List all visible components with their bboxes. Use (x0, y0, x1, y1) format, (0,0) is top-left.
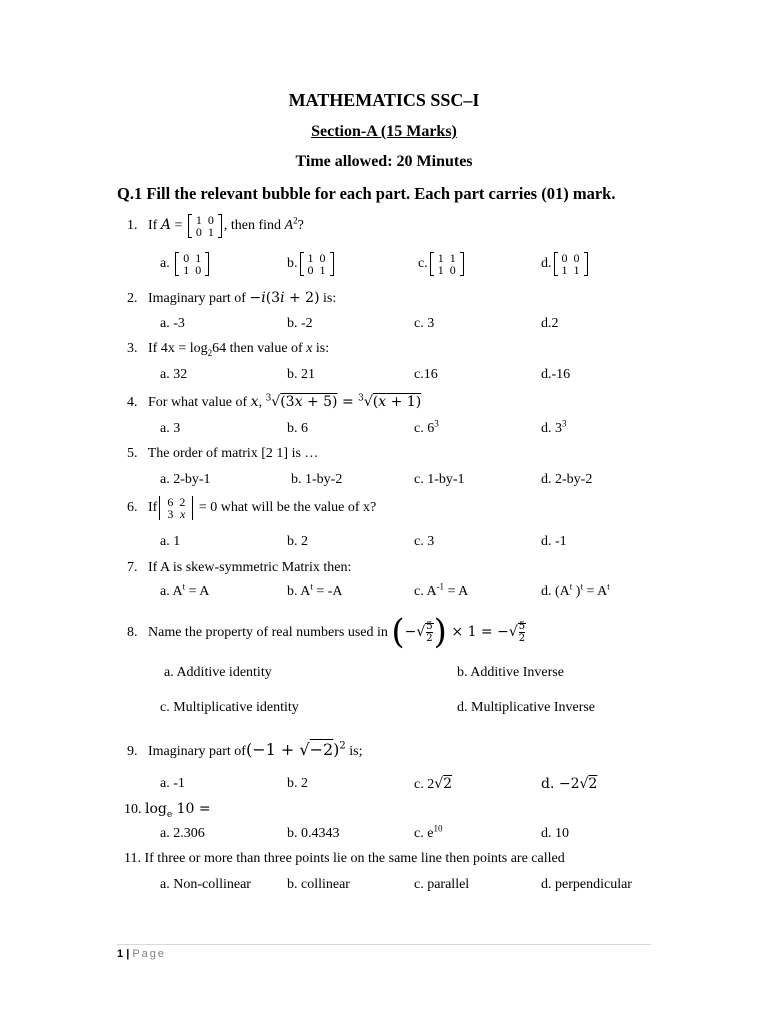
question-5: 5. The order of matrix [2 1] is … (127, 446, 319, 461)
option-d[interactable]: d.-16 (541, 367, 571, 382)
option-a[interactable]: a. 2.306 (160, 826, 205, 841)
option-c[interactable]: c. 2√2 (414, 776, 453, 792)
question-11: 11. If three or more than three points lie on the same line then points are called (124, 851, 565, 866)
option-b[interactable]: b. 2 (287, 776, 308, 791)
option-d[interactable]: d. ($A^t$ )$^t = A^t$ (541, 581, 610, 599)
question-2: 2. Imaginary part of −i(3i + 2) is: (127, 290, 337, 306)
question-8: 8. Name the property of real numbers used in (−√ $\frac{5}{2}$ ) × 1 = −√ $\frac{5}{2}$ (127, 612, 526, 652)
option-a[interactable]: a. 3 (160, 421, 181, 436)
option-d[interactable]: d. $3^3$ (541, 418, 567, 436)
option-c[interactable]: c. 3 (414, 534, 435, 549)
option-d[interactable]: d. −2√2 (541, 776, 598, 792)
option-d[interactable]: d. -1 (541, 534, 567, 549)
option-d[interactable]: d. Multiplicative Inverse (457, 700, 596, 715)
option-a[interactable]: a. $A^t = A$ (160, 581, 210, 599)
option-a[interactable]: a. -1 (160, 776, 185, 791)
option-b[interactable]: b. Additive Inverse (457, 665, 564, 680)
matrix-a: 1 0 0 1 (188, 214, 222, 238)
option-c[interactable]: c. parallel (414, 877, 470, 892)
option-a[interactable]: a. 32 (160, 367, 188, 382)
option-b[interactable]: b. $A^t = -A$ (287, 581, 343, 599)
option-c[interactable]: c. $A^{-1} = A$ (414, 581, 469, 599)
question-text: , then find (223, 218, 282, 234)
option-d[interactable]: d. 10 (541, 826, 569, 841)
option-a[interactable]: a. -3 (160, 316, 185, 331)
option-a[interactable]: a. 1 (160, 534, 181, 549)
option-b[interactable]: b. 6 (287, 421, 308, 436)
page-title: MATHEMATICS SSC–I (288, 90, 480, 110)
option-c[interactable]: c.16 (414, 367, 438, 382)
option-c[interactable]: c. 1 1 1 0 (418, 252, 466, 276)
question-4: 4. For what value of x, $^3$√(3x + 5) = $^3$√(x + 1) (127, 393, 422, 410)
question-number: 1. (127, 218, 138, 234)
option-b[interactable]: b. 0.4343 (287, 826, 340, 841)
page-label: Page (132, 948, 167, 960)
option-b[interactable]: b. 1-by-2 (291, 472, 343, 487)
option-d[interactable]: d. perpendicular (541, 877, 632, 892)
option-d[interactable]: d.2 (541, 316, 559, 331)
option-c[interactable]: c. $6^3$ (414, 418, 439, 436)
page-number: 1 (117, 948, 124, 960)
option-b[interactable]: b. 2 (287, 534, 308, 549)
question-3: 3. If $4x = \log_264$ then value of x is: (127, 341, 330, 358)
option-b[interactable]: b. -2 (287, 316, 313, 331)
option-c[interactable]: c. $e^{10}$ (414, 823, 443, 841)
question-7: 7. If A is skew-symmetric Matrix then: (127, 560, 352, 575)
option-d[interactable]: d. 2-by-2 (541, 472, 593, 487)
question-instruction: Q.1 Fill the relevant bubble for each part. Each part carries (01) mark. (117, 184, 616, 203)
option-b[interactable]: b. 1 0 0 1 (287, 252, 336, 276)
option-a[interactable]: a. Additive identity (164, 665, 272, 680)
option-a[interactable]: a. Non-collinear (160, 877, 251, 892)
option-b[interactable]: b. 21 (287, 367, 315, 382)
option-c[interactable]: c. Multiplicative identity (160, 700, 299, 715)
question-6: 6. If 6 2 3 x = 0 what will be the value of x? (127, 495, 377, 521)
option-d[interactable]: d. 0 0 1 1 (541, 252, 590, 276)
footer-divider (117, 944, 651, 945)
question-9: 9. Imaginary part $of(-1 + √-2)^2$ is; (127, 740, 363, 759)
option-c[interactable]: c. 3 (414, 316, 435, 331)
option-c[interactable]: c. 1-by-1 (414, 472, 465, 487)
question-10: 10. $\log_e 10$ = (124, 801, 211, 820)
footer-separator: | (126, 948, 130, 960)
question-1: 1. If A = 1 0 0 1 , then find $A^2$? (127, 213, 304, 239)
question-text: If (148, 218, 158, 234)
option-a[interactable]: a. 2-by-1 (160, 472, 211, 487)
page-footer (117, 948, 166, 960)
property-equation: (−√ $\frac{5}{2}$ ) × 1 = −√ $\frac{5}{2}$ (391, 612, 526, 652)
option-a[interactable]: a. 0 1 1 0 (160, 252, 211, 276)
time-allowed: Time allowed: 20 Minutes (295, 153, 473, 170)
option-b[interactable]: b. collinear (287, 877, 350, 892)
section-heading: Section-A (15 Marks) (311, 123, 457, 140)
